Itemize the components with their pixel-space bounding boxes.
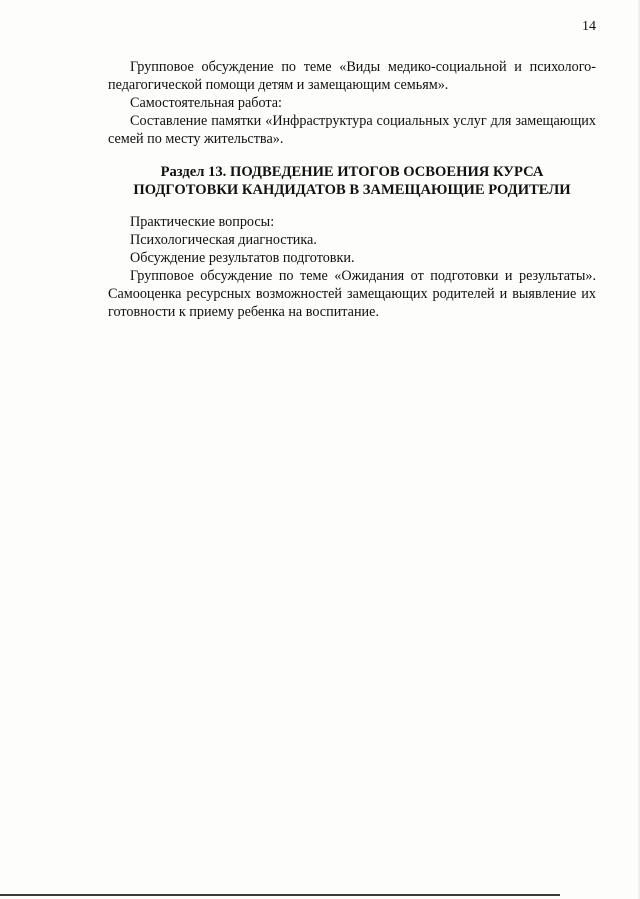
paragraph: Обсуждение результатов подготовки.: [130, 250, 355, 266]
section-title-line-2: ПОДГОТОВКИ КАНДИДАТОВ В ЗАМЕЩАЮЩИЕ РОДИТЕЛИ: [133, 182, 571, 198]
paragraph: Групповое обсуждение по теме «Ожидания от подготовки и результаты». Самооценка ресурсных возможностей замещающих родителей и выявление их готовности к приему ребенка на воспитание.: [108, 268, 596, 320]
scan-bottom-edge: [0, 894, 560, 896]
top-text-block: [108, 58, 596, 148]
paragraph: Самостоятельная работа:: [130, 95, 282, 111]
paragraph: Групповое обсуждение по теме «Виды медико-социальной и психолого-педагогической помощи детям и замещающим семьям».: [108, 59, 596, 93]
section-title: [108, 163, 596, 199]
paragraph: Практические вопросы:: [130, 214, 275, 230]
page-number: 14: [582, 19, 596, 34]
paragraph: Психологическая диагностика.: [130, 232, 317, 248]
section-title-line-1: Раздел 13. ПОДВЕДЕНИЕ ИТОГОВ ОСВОЕНИЯ КУРСА: [160, 164, 544, 180]
paragraph: Составление памятки «Инфраструктура социальных услуг для замещающих семей по месту жительства».: [108, 113, 596, 147]
bottom-text-block: [108, 213, 596, 321]
